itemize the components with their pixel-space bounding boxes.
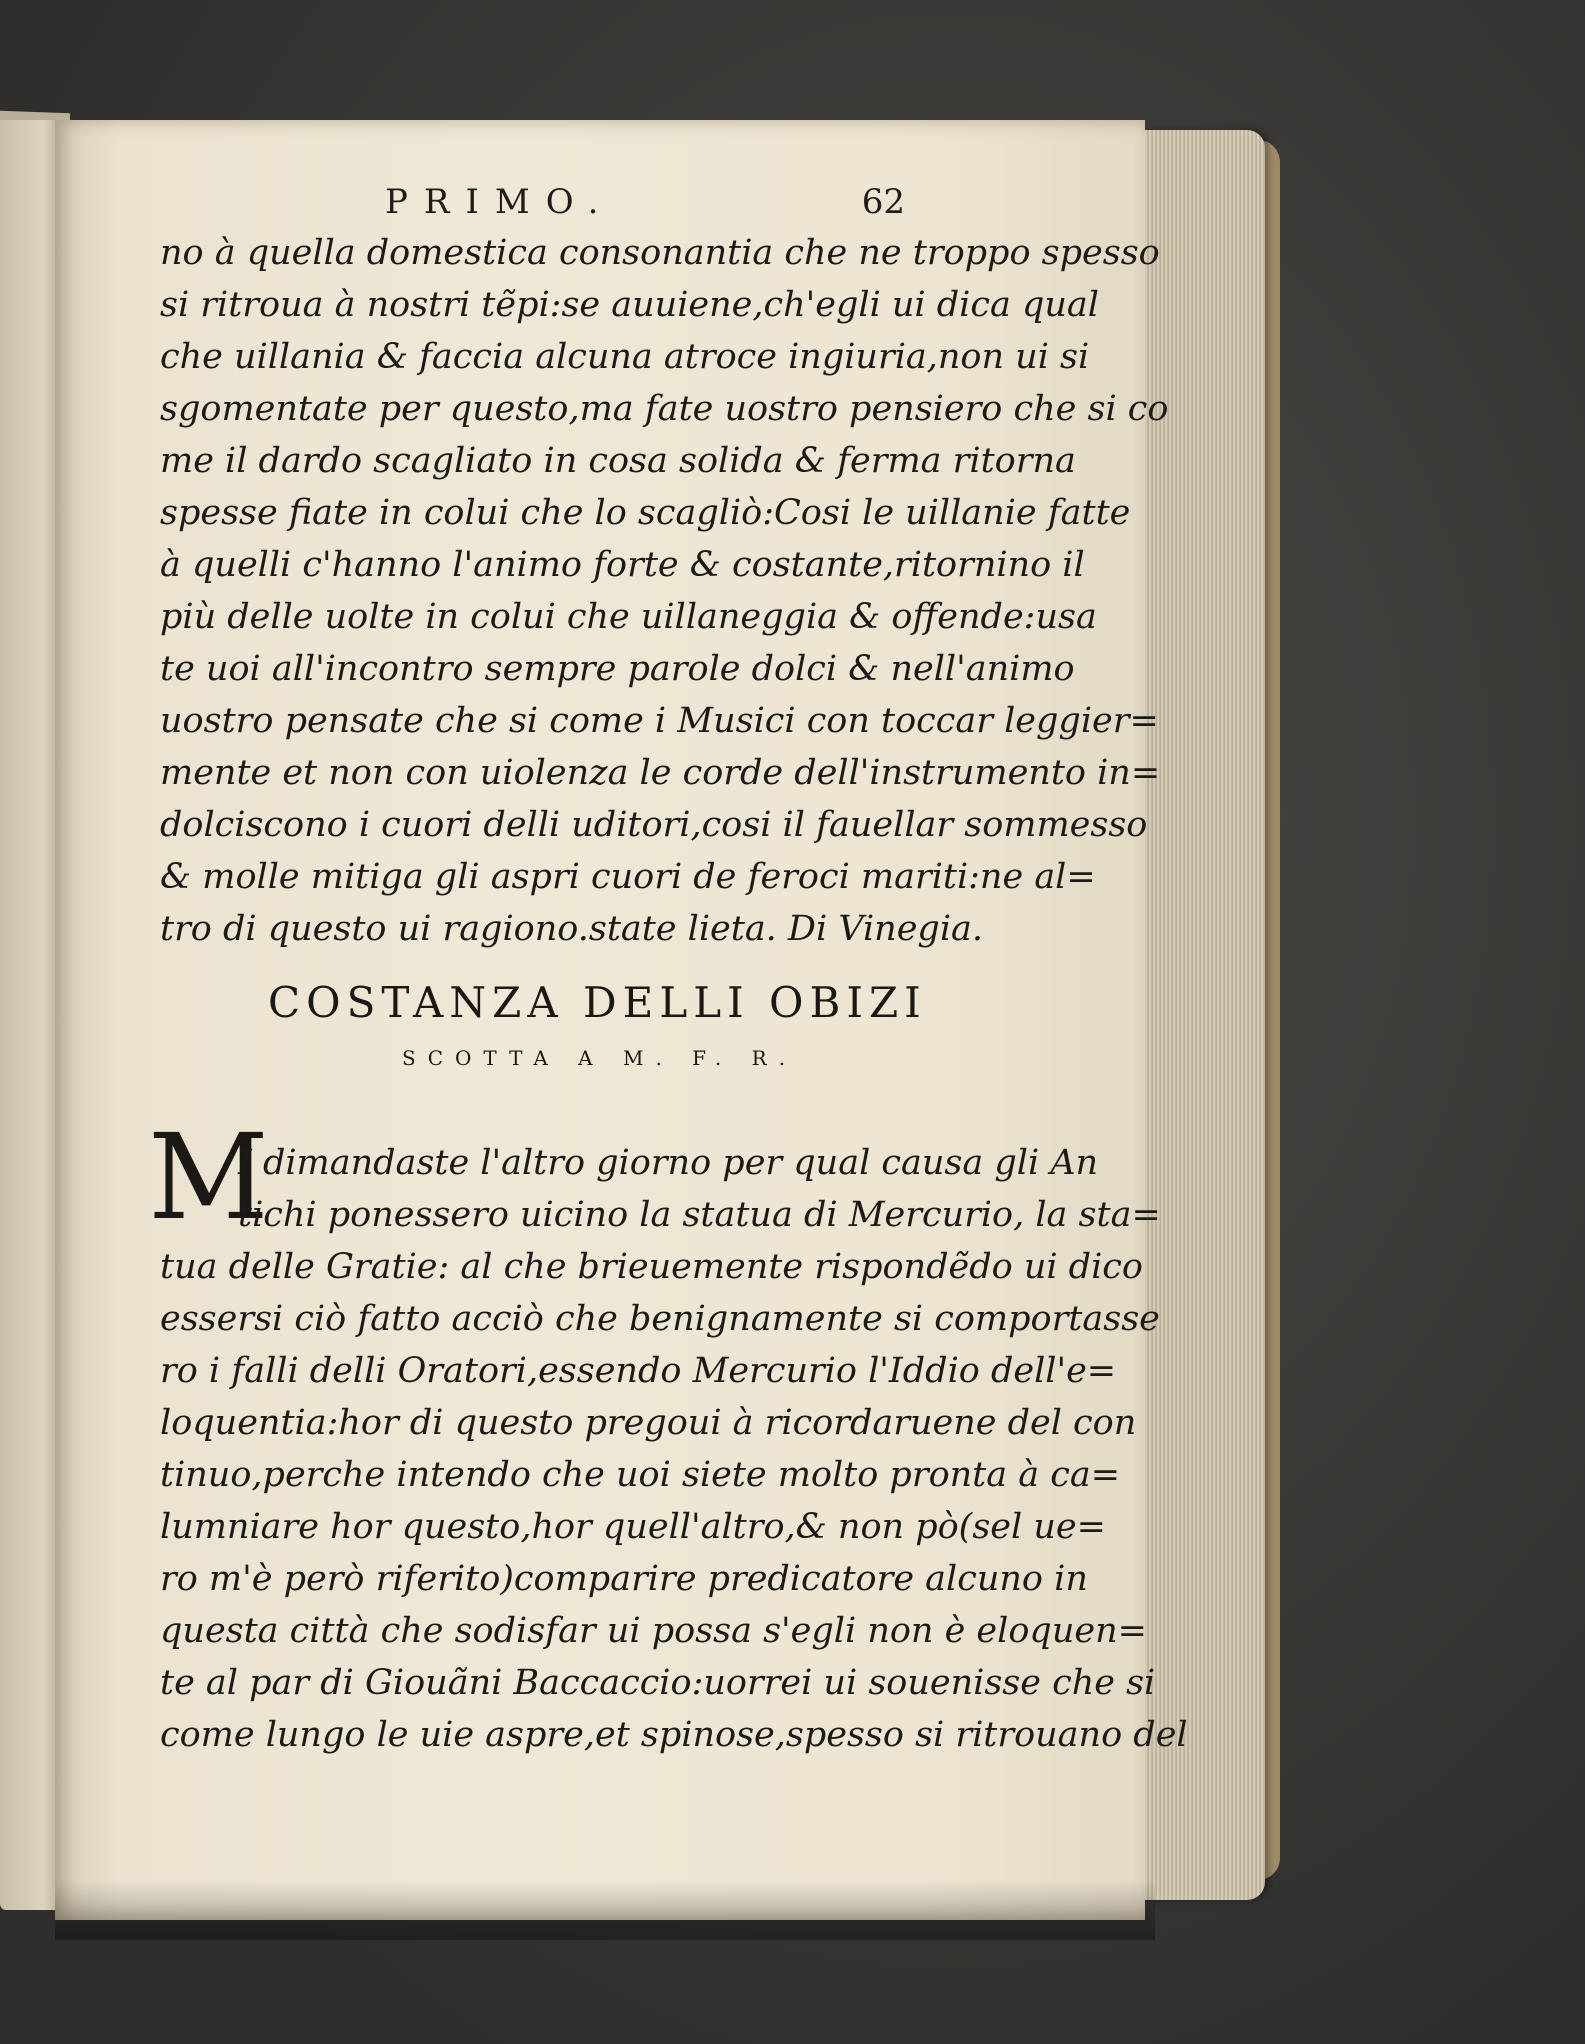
text-line: mente et non con uiolenza le corde dell'instrumento in= <box>160 753 1161 793</box>
text-line: tro di questo ui ragiono.state lieta. Di Vinegia. <box>160 909 984 949</box>
text-line: tichi ponessero uicino la statua di Mercurio, la sta= <box>238 1195 1161 1235</box>
text-line: sgomentate per questo,ma fate uostro pensiero che si co <box>160 389 1169 429</box>
text-line: tua delle Gratie: al che brieuemente rispondẽdo ui dico <box>160 1247 1143 1287</box>
text-line: più delle uolte in colui che uillaneggia & offende:usa <box>160 597 1097 637</box>
text-line: dolciscono i cuori delli uditori,cosi il fauellar sommesso <box>160 805 1148 845</box>
text-line: loquentia:hor di questo pregoui à ricordaruene del con <box>160 1403 1137 1443</box>
text-line: lumniare hor questo,hor quell'altro,& non pò(sel ue= <box>160 1507 1106 1547</box>
text-line: à quelli c'hanno l'animo forte & costante,ritornino il <box>160 545 1085 585</box>
text-line: che uillania & faccia alcuna atroce ingiuria,non ui si <box>160 337 1090 377</box>
text-line: te al par di Giouãni Baccaccio:uorrei ui souenisse che si <box>160 1663 1156 1703</box>
letter-subheading: SCOTTA A M. F. R. <box>402 1046 798 1070</box>
text-line: ro m'è però riferito)comparire predicatore alcuno in <box>160 1559 1088 1599</box>
text-line: spesse fiate in colui che lo scagliò:Cosi le uillanie fatte <box>160 493 1131 533</box>
letter-heading: COSTANZA DELLI OBIZI <box>268 978 927 1027</box>
drop-capital: M <box>148 1108 269 1246</box>
text-line: essersi ciò fatto acciò che benignamente si comportasse <box>160 1299 1160 1339</box>
text-line: me il dardo scagliato in cosa solida & ferma ritorna <box>160 441 1076 481</box>
page-number: 62 <box>861 182 905 222</box>
running-head: PRIMO. <box>385 182 615 222</box>
left-page <box>0 120 62 1910</box>
text-line: no à quella domestica consonantia che ne troppo spesso <box>160 233 1160 273</box>
text-line: I dimandaste l'altro giorno per qual causa gli An <box>238 1143 1099 1183</box>
text-line: questa città che sodisfar ui possa s'egli non è eloquen= <box>160 1611 1147 1651</box>
text-line: si ritroua à nostri tẽpi:se auuiene,ch'egli ui dica qual <box>160 285 1099 325</box>
text-line: uostro pensate che si come i Musici con toccar leggier= <box>160 701 1159 741</box>
text-line: & molle mitiga gli aspri cuori de feroci mariti:ne al= <box>160 857 1096 897</box>
text-line: come lungo le uie aspre,et spinose,spesso si ritrouano del <box>160 1715 1188 1755</box>
page-header <box>385 182 905 232</box>
page-shadow <box>55 1880 1155 1940</box>
text-line: ro i falli delli Oratori,essendo Mercurio l'Iddio dell'e= <box>160 1351 1117 1391</box>
text-line: tinuo,perche intendo che uoi siete molto pronta à ca= <box>160 1455 1121 1495</box>
text-line: te uoi all'incontro sempre parole dolci & nell'animo <box>160 649 1075 689</box>
